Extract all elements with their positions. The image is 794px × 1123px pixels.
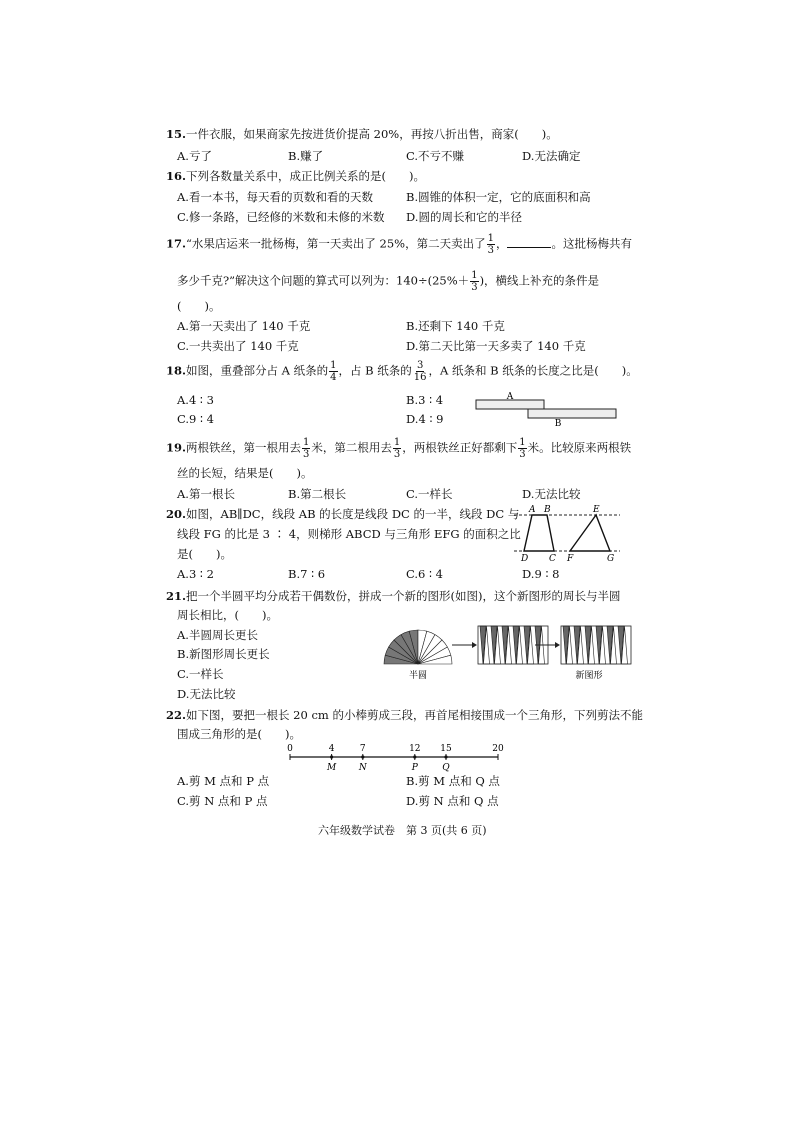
- q19-option-a[interactable]: A.第一根长: [177, 487, 235, 501]
- q17-answer-blank[interactable]: [507, 237, 551, 248]
- cut-point-label: M: [326, 763, 337, 773]
- number-line-tick-label: 20: [492, 744, 504, 754]
- q20-option-b[interactable]: B.7 ∶ 6: [288, 567, 326, 581]
- q17-option-b[interactable]: B.还剩下 140 千克: [406, 319, 505, 333]
- q15-option-b[interactable]: B.赚了: [288, 149, 324, 163]
- q18-paper-strips-figure: [474, 390, 618, 429]
- q15-option-c[interactable]: C.不亏不赚: [406, 149, 465, 163]
- trapezoid-abcd: [524, 515, 554, 551]
- q16-option-d[interactable]: D.圆的周长和它的半径: [406, 210, 522, 224]
- cut-point-dot: [413, 755, 416, 758]
- q17-line1: 17.“水果店运来一批杨梅，第一天卖出了 25%，第二天卖出了 $\frac{1}{3}$ ， 。这批杨梅共有: [166, 233, 632, 256]
- point-e-label: E: [593, 505, 600, 515]
- q20-line2: 线段 FG 的比是 3 ∶ 4，则梯形 ABCD 与三角形 EFG 的面积之比: [177, 527, 521, 541]
- q20-option-d[interactable]: D.9 ∶ 8: [522, 567, 560, 581]
- q22-line1: 22.如下图，要把一根长 20 cm 的小棒剪成三段，再首尾相接围成一个三角形，下列剪法不能: [166, 708, 643, 722]
- point-a-label: A: [529, 505, 536, 515]
- q19-option-b[interactable]: B.第二根长: [288, 487, 347, 501]
- q19-fraction-2: $\frac{1}{3}$: [393, 437, 401, 460]
- number-line-tick-label: 7: [359, 744, 366, 754]
- q17-fraction-2: $\frac{1}{3}$: [471, 270, 478, 293]
- q18-option-b[interactable]: B.3 ∶ 4: [406, 393, 444, 407]
- q17-option-c[interactable]: C.一共卖出了 140 千克: [177, 339, 299, 353]
- q21-option-a[interactable]: A.半圆周长更长: [177, 628, 258, 642]
- point-b-label: B: [544, 505, 551, 515]
- q20-trapezoid-triangle-figure: [512, 503, 622, 563]
- q22-option-c[interactable]: C.剪 N 点和 P 点: [177, 794, 268, 808]
- semicircle-label: 半圆: [408, 671, 428, 681]
- q16-option-c[interactable]: C.修一条路，已经修的米数和未修的米数: [177, 210, 385, 224]
- q18-stem: 18.如图，重叠部分占 A 纸条的 $\frac{1}{4}$ ，占 B 纸条的 $\frac{3}{16}$ ，A 纸条和 B 纸条的长度之比是( )。: [166, 360, 638, 383]
- q22-option-b[interactable]: B.剪 M 点和 Q 点: [406, 774, 500, 788]
- q19-fraction-1: $\frac{1}{3}$: [303, 437, 310, 460]
- triangle-efg: [570, 515, 610, 551]
- cut-point-label: Q: [442, 763, 450, 773]
- q22-option-d[interactable]: D.剪 N 点和 Q 点: [406, 794, 499, 808]
- strip-a-label: A: [506, 392, 514, 402]
- q16-option-b[interactable]: B.圆锥的体积一定，它的底面积和高: [406, 190, 591, 204]
- q19-line2: 丝的长短，结果是( )。: [177, 466, 313, 480]
- point-f-label: F: [567, 554, 574, 564]
- arrow-1-head: [472, 642, 477, 648]
- q19-fraction-3: $\frac{1}{3}$: [519, 437, 526, 460]
- strip-b: [528, 409, 616, 418]
- q22-line2: 围成三角形的是( )。: [177, 727, 301, 741]
- q21-option-c[interactable]: C.一样长: [177, 667, 224, 681]
- new-shape-label: 新图形: [575, 671, 603, 681]
- q15-option-a[interactable]: A.亏了: [177, 149, 212, 163]
- point-g-label: G: [607, 554, 615, 564]
- q17-fraction: $\frac{1}{3}$: [487, 233, 494, 256]
- q18-fraction-b: $\frac{3}{16}$: [413, 360, 427, 383]
- q17-option-a[interactable]: A.第一天卖出了 140 千克: [177, 319, 311, 333]
- cut-point-dot: [330, 755, 333, 758]
- q18-option-c[interactable]: C.9 ∶ 4: [177, 412, 214, 426]
- number-line-tick-label: 4: [328, 744, 335, 754]
- q15-option-d[interactable]: D.无法确定: [522, 149, 581, 163]
- number-line-tick-label: 15: [440, 744, 452, 754]
- rearranged-strip-2: [561, 626, 631, 664]
- q19-option-c[interactable]: C.一样长: [406, 487, 453, 501]
- q22-number-line-figure: [282, 743, 506, 773]
- cut-point-label: N: [358, 763, 367, 773]
- q16-option-a[interactable]: A.看一本书，每天看的页数和看的天数: [177, 190, 373, 204]
- strip-b-label: B: [554, 419, 562, 429]
- q17-line3: ( )。: [177, 299, 221, 313]
- q21-option-b[interactable]: B.新图形周长更长: [177, 647, 270, 661]
- q16-stem: 16.下列各数量关系中，成正比例关系的是( )。: [166, 169, 425, 183]
- arrow-2-head: [555, 642, 560, 648]
- q21-option-d[interactable]: D.无法比较: [177, 687, 236, 701]
- q20-line1: 20.如图，AB∥DC，线段 AB 的长度是线段 DC 的一半，线段 DC 与: [166, 507, 520, 521]
- semicircle-sectors: [384, 630, 452, 664]
- page-footer: 六年级数学试卷 第 3 页(共 6 页): [318, 824, 487, 837]
- cut-point-label: P: [411, 763, 418, 773]
- q20-line3: 是( )。: [177, 547, 232, 561]
- q18-option-a[interactable]: A.4 ∶ 3: [177, 393, 214, 407]
- point-c-label: C: [549, 554, 556, 564]
- cut-point-dot: [361, 755, 364, 758]
- q21-line2: 周长相比，( )。: [177, 608, 278, 622]
- q19-stem: 19.两根铁丝，第一根用去 $\frac{1}{3}$ 米，第二根用去 $\frac{1}{3}$ ，两根铁丝正好都剩下 $\frac{1}{3}$ 米。比较原来两根铁: [166, 437, 632, 460]
- q21-line1: 21.把一个半圆平均分成若干偶数份，拼成一个新的图形(如图)，这个新图形的周长与半圆: [166, 589, 621, 603]
- q20-option-c[interactable]: C.6 ∶ 4: [406, 567, 443, 581]
- point-d-label: D: [521, 554, 529, 564]
- number-line-tick-label: 12: [409, 744, 421, 754]
- q15-stem: 15.一件衣服，如果商家先按进货价提高 20%，再按八折出售，商家( )。: [166, 127, 558, 141]
- q21-semicircle-figure: [382, 620, 622, 682]
- number-line-tick-label: 0: [287, 744, 293, 754]
- q17-line2: 多少千克?”解决这个问题的算式可以列为：140÷(25%＋ $\frac{1}{3}$ )，横线上补充的条件是: [177, 270, 600, 293]
- q18-option-d[interactable]: D.4 ∶ 9: [406, 412, 444, 426]
- q18-fraction-a: $\frac{1}{4}$: [330, 360, 337, 383]
- q19-option-d[interactable]: D.无法比较: [522, 487, 581, 501]
- q17-option-d[interactable]: D.第二天比第一天多卖了 140 千克: [406, 339, 586, 353]
- q22-option-a[interactable]: A.剪 M 点和 P 点: [177, 774, 270, 788]
- q20-option-a[interactable]: A.3 ∶ 2: [177, 567, 214, 581]
- cut-point-dot: [444, 755, 447, 758]
